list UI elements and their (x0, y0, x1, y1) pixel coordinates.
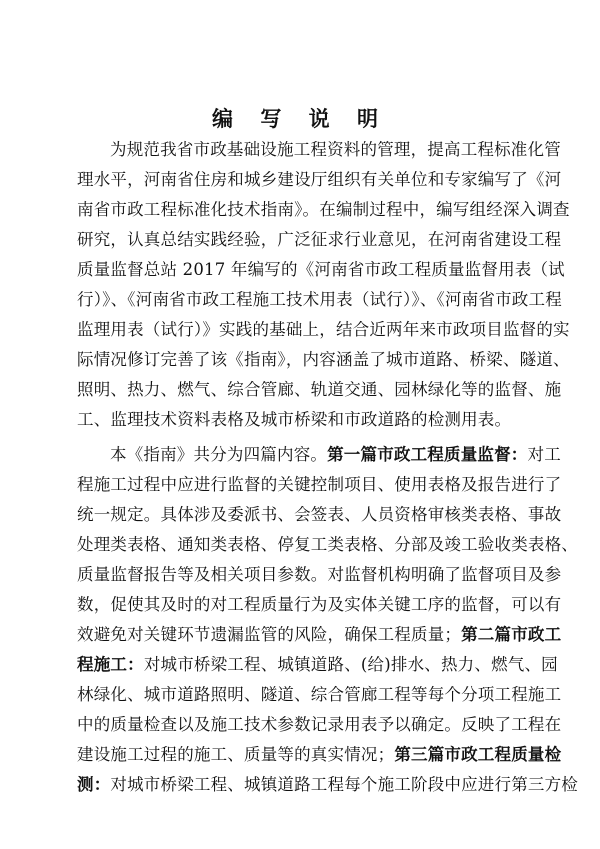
section-2-heading-cont: 程施工： (77, 655, 144, 674)
page-title: 编 写 说 明 (212, 107, 388, 131)
paragraph-2-text: 建设施工过程的施工、质量等的真实情况； (77, 745, 395, 764)
paragraph-2-text: 对城市桥梁工程、城镇道路工程每个施工阶段中应进行第三方检 (110, 775, 579, 794)
paragraph-2-line (77, 740, 562, 770)
paragraph-2-line (77, 770, 579, 800)
paragraph-1-line: 研究，认真总结实践经验，广泛征求行业意见，在河南省建设工程 (77, 230, 562, 249)
paragraph-2-line: 处理类表格、通知类表格、停复工类表格、分部及竣工验收类表格、 (77, 535, 578, 554)
paragraph-2-text: 效避免对关键环节遗漏监管的风险，确保工程质量； (77, 625, 462, 644)
paragraph-1-line: 际情况修订完善了该《指南》，内容涵盖了城市道路、桥梁、隧道、 (77, 350, 570, 369)
paragraph-1-line: 监理用表（试行）》实践的基础上，结合近两年来市政项目监督的实 (77, 320, 570, 339)
paragraph-2-line: 中的质量检查以及施工技术参数记录用表予以确定。反映了工程在 (77, 715, 562, 734)
paragraph-2-text: 对工 (527, 445, 561, 464)
section-1-heading: 第一篇市政工程质量监督： (327, 445, 528, 464)
paragraph-1-line: 行）》、《河南省市政工程施工技术用表（试行）》、《河南省市政工程 (77, 290, 562, 309)
paragraph-2-line: 林绿化、城市道路照明、隧道、综合管廊工程等每个分项工程施工 (77, 685, 562, 704)
paragraph-1-line: 理水平，河南省住房和城乡建设厅组织有关单位和专家编写了《河 (77, 170, 562, 189)
paragraph-2-line: 程施工过程中应进行监督的关键控制项目、使用表格及报告进行了 (77, 475, 562, 494)
paragraph-1-line: 照明、热力、燃气、综合管廊、轨道交通、园林绿化等的监督、施 (77, 380, 562, 399)
section-3-heading-cont: 测： (77, 775, 111, 794)
paragraph-1-line: 工、监理技术资料表格及城市桥梁和市政道路的检测用表。 (77, 410, 512, 429)
paragraph-2-line: 数，促使其及时的对工程质量行为及实体关键工序的监督，可以有 (77, 595, 562, 614)
paragraph-1-line: 南省市政工程标准化技术指南》。在编制过程中，编写组经深入调查 (77, 200, 570, 219)
section-2-heading: 第二篇市政工 (461, 625, 562, 644)
paragraph-2-line (77, 650, 558, 680)
paragraph-2-line (110, 440, 561, 470)
paragraph-2-line: 统一规定。具体涉及委派书、会签表、人员资格审核类表格、事故 (77, 505, 562, 524)
paragraph-1-line: 为规范我省市政基础设施工程资料的管理，提高工程标准化管 (110, 140, 561, 159)
paragraph-2-line: 质量监督报告等及相关项目参数。对监督机构明确了监督项目及参 (77, 565, 562, 584)
paragraph-2-text: 本《指南》共分为四篇内容。 (110, 445, 328, 464)
paragraph-1-line: 质量监督总站 2017 年编写的《河南省市政工程质量监督用表（试 (77, 260, 565, 279)
section-3-heading: 第三篇市政工程质量检 (394, 745, 562, 764)
paragraph-2-line (77, 620, 562, 650)
paragraph-2-text: 对城市桥梁工程、城镇道路、(给)排水、热力、燃气、园 (143, 655, 558, 674)
